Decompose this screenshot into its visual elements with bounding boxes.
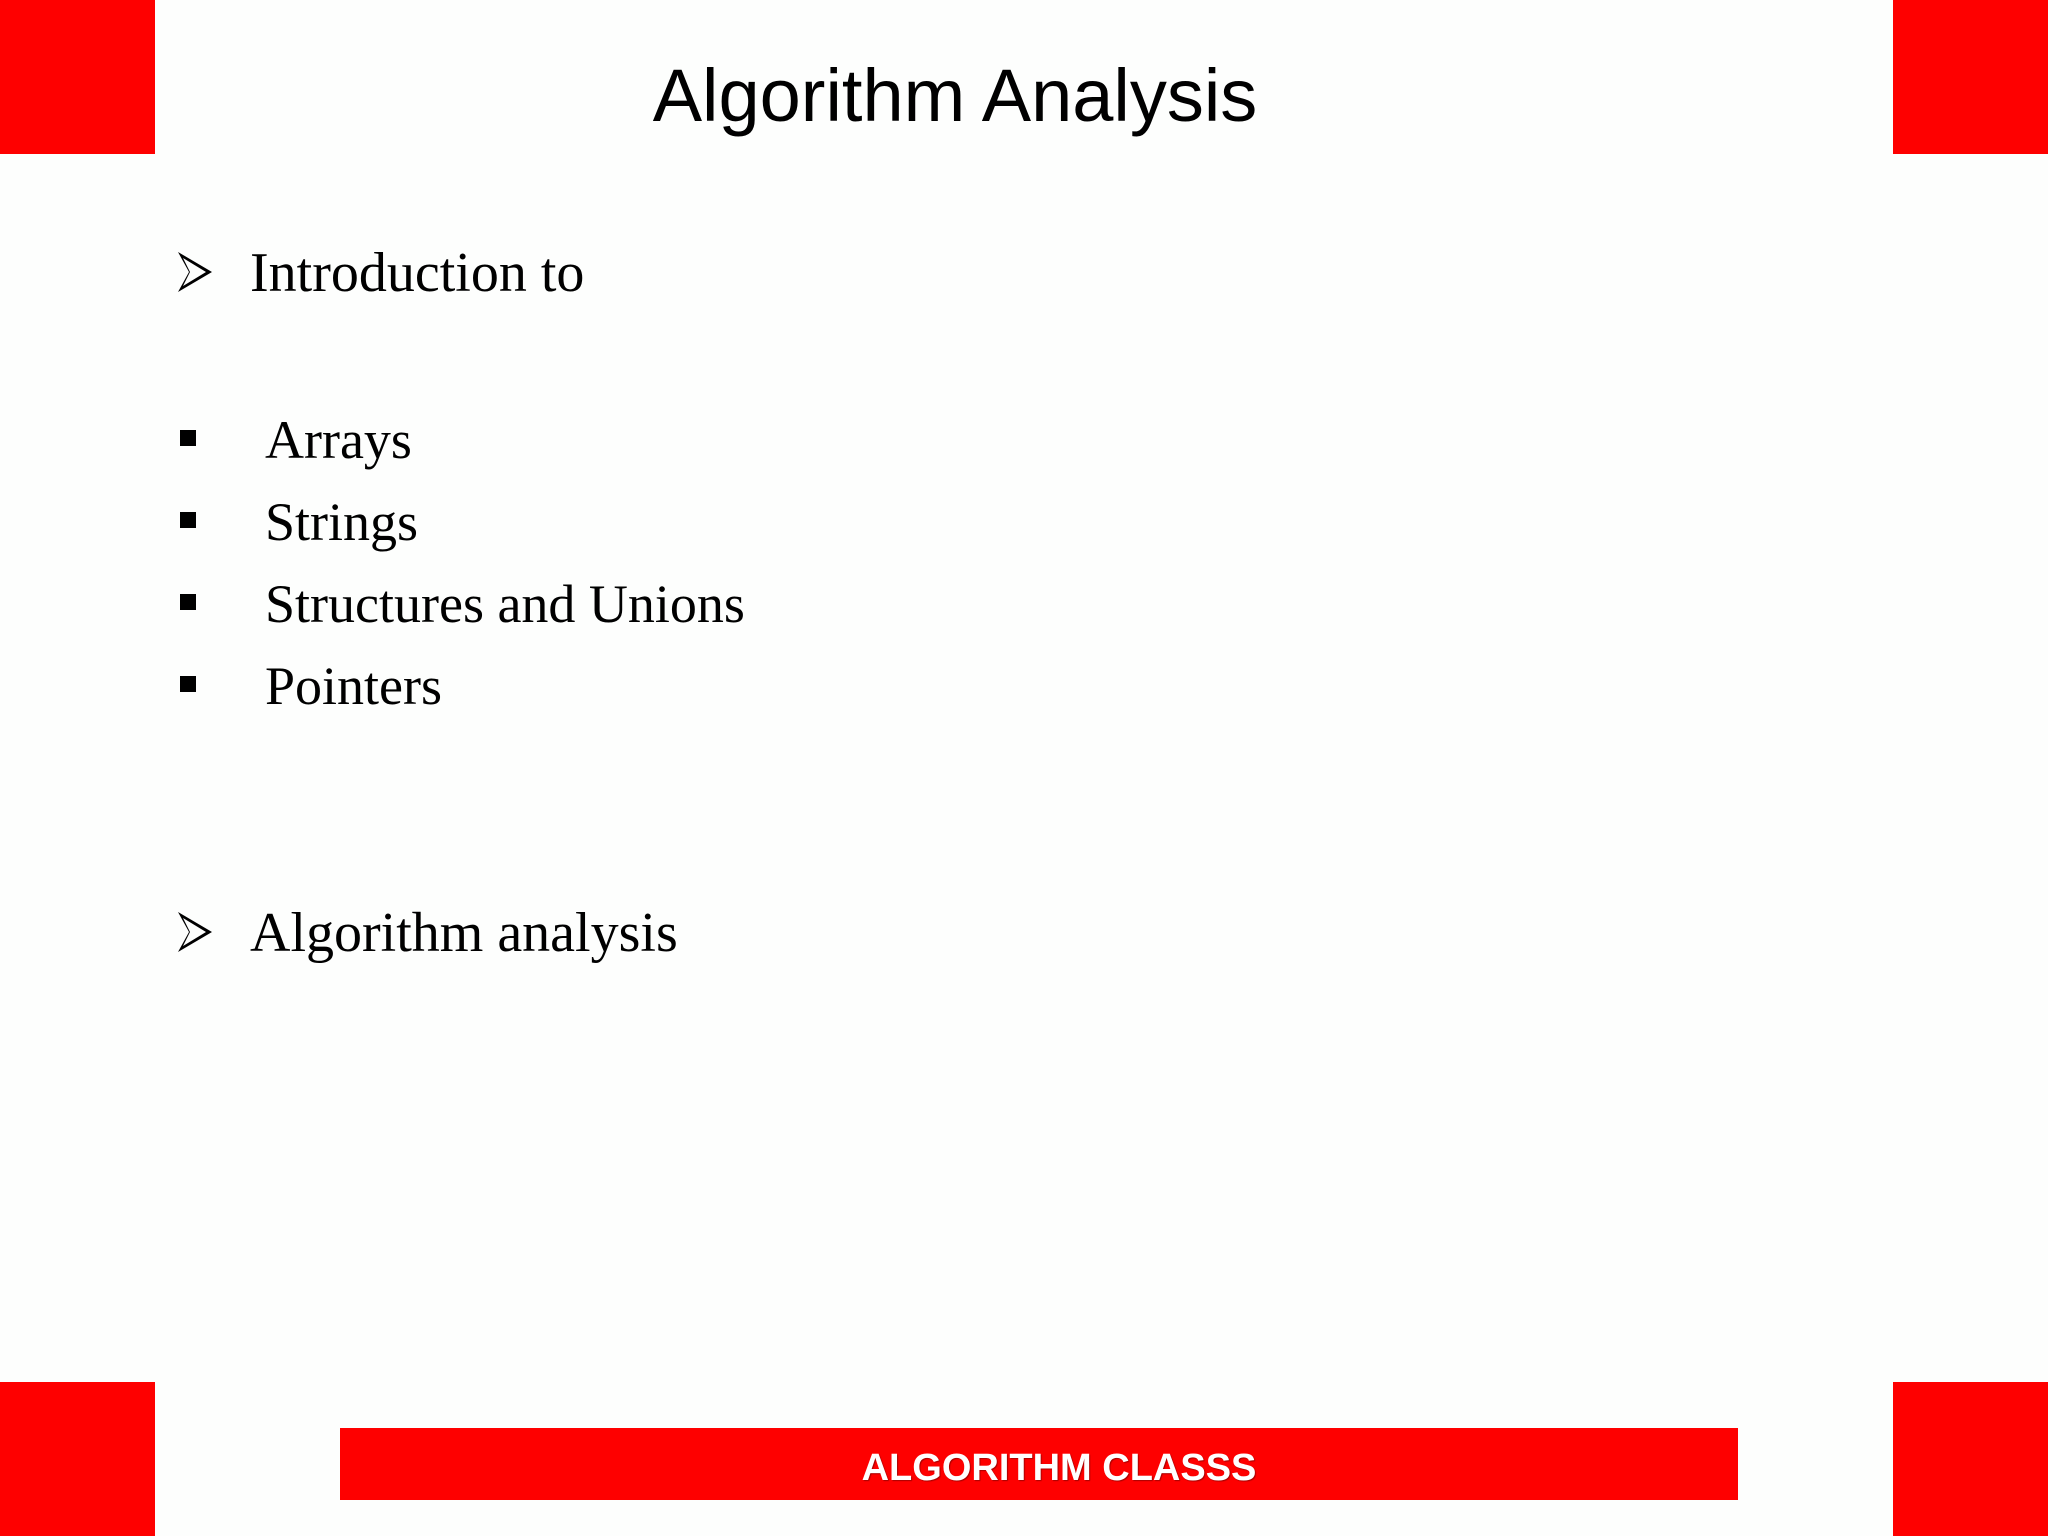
bullet-strings bbox=[0, 494, 1200, 564]
bullet-algorithm-analysis bbox=[0, 902, 1200, 976]
footer-bar bbox=[340, 1428, 1738, 1500]
bullet-pointers bbox=[0, 658, 1200, 728]
bullet-structures-and-unions bbox=[0, 576, 1200, 646]
square-bullet-icon bbox=[180, 512, 196, 528]
square-bullet-icon bbox=[180, 594, 196, 610]
footer-label: ALGORITHM CLASSS bbox=[861, 1447, 1257, 1489]
square-bullet-icon bbox=[180, 430, 196, 446]
bullet-text: Strings bbox=[265, 492, 419, 552]
slide-title: Algorithm Analysis bbox=[652, 54, 1258, 137]
bullet-text: Algorithm analysis bbox=[250, 902, 678, 964]
bullet-arrays bbox=[0, 412, 1200, 482]
bullet-text: Pointers bbox=[265, 656, 443, 716]
corner-block-bottom-right bbox=[1893, 1382, 2048, 1536]
bullet-text: Introduction to bbox=[250, 242, 585, 304]
corner-block-bottom-left bbox=[0, 1382, 155, 1536]
bullet-text: Arrays bbox=[265, 410, 412, 470]
arrow-bullet-icon bbox=[176, 250, 214, 294]
bullet-text: Structures and Unions bbox=[265, 574, 745, 634]
corner-block-top-left bbox=[0, 0, 155, 154]
arrow-bullet-icon bbox=[176, 910, 214, 954]
bullet-introduction bbox=[0, 242, 1200, 316]
square-bullet-icon bbox=[180, 676, 196, 692]
corner-block-top-right bbox=[1893, 0, 2048, 154]
